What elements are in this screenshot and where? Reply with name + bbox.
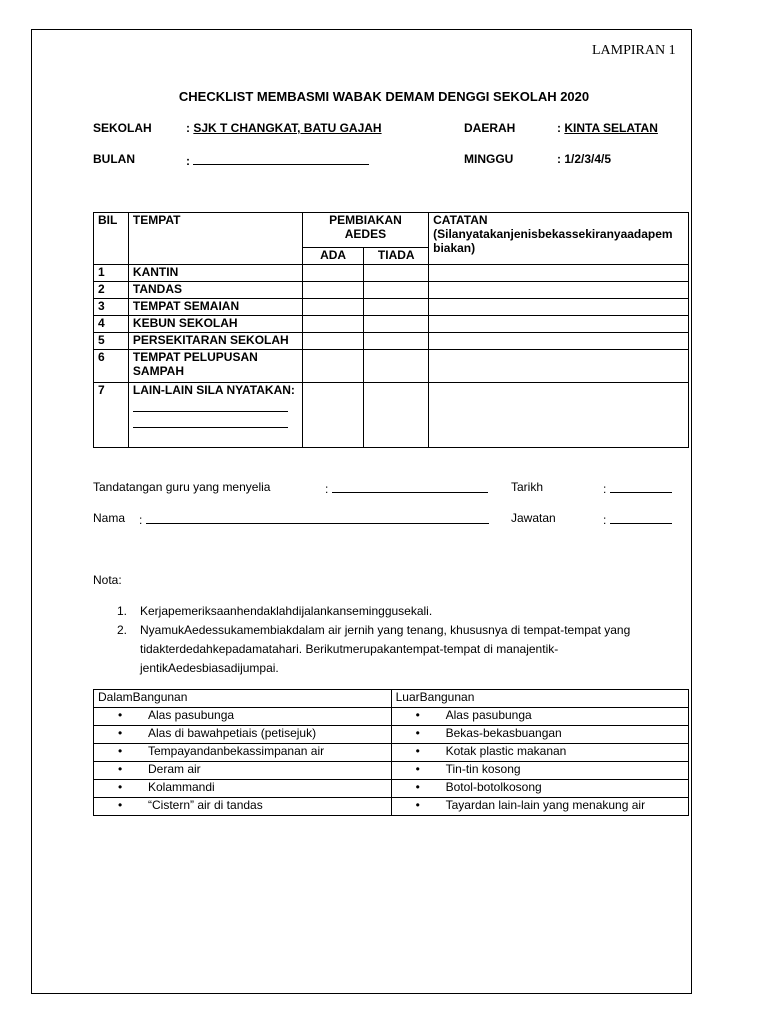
luar-item-text: Alas pasubunga [445, 708, 532, 722]
row-tiada-cell[interactable] [364, 265, 429, 282]
table-row [94, 316, 689, 333]
tandatangan-separator: : [325, 482, 329, 496]
row-tiada-cell[interactable] [364, 299, 429, 316]
sekolah-value: SJK T CHANGKAT, BATU GAJAH [193, 121, 382, 135]
nama-label: Nama [93, 511, 126, 525]
luar-item [391, 726, 688, 744]
row-tiada-cell[interactable] [364, 350, 429, 383]
tandatangan-label: Tandatangan guru yang menyelia [93, 480, 271, 494]
daerah-label: DAERAH [464, 121, 516, 135]
tandatangan-blank-line[interactable] [332, 480, 488, 493]
dalam-bangunan-header: DalamBangunan [94, 690, 392, 708]
row-bil: 2 [94, 282, 129, 299]
bulan-field [186, 152, 369, 168]
row-ada-cell[interactable] [302, 383, 364, 448]
row-bil: 7 [94, 383, 129, 448]
dalam-item [94, 762, 392, 780]
row-tempat-line2: SAMPAH [132, 364, 185, 378]
row-tiada-cell[interactable] [364, 316, 429, 333]
table-row [94, 798, 689, 816]
jawatan-field [603, 511, 672, 527]
col-ada-header: ADA [302, 248, 364, 265]
dalam-item [94, 744, 392, 762]
jawatan-label: Jawatan [511, 511, 556, 525]
luar-item [391, 798, 688, 816]
locations-header-row [94, 690, 689, 708]
tarikh-field [603, 480, 672, 496]
row-tempat-line1: TEMPAT PELUPUSAN [132, 350, 258, 364]
row-tiada-cell[interactable] [364, 333, 429, 350]
col-tempat-header: TEMPAT [128, 213, 302, 265]
row-catatan-cell[interactable] [429, 383, 689, 448]
bullet-icon: • [415, 708, 420, 722]
row-tempat [128, 350, 302, 383]
table-row [94, 726, 689, 744]
nota-item-2-line1: NyamukAedessukamembiakdalam air jernih yang tenang, khususnya di tempat-tempat yang [140, 623, 631, 637]
pembiakan-line1: PEMBIAKAN [329, 213, 402, 227]
table-row [94, 383, 689, 448]
luar-item [391, 708, 688, 726]
lampiran-label: LAMPIRAN 1 [592, 43, 676, 58]
row-tempat: KEBUN SEKOLAH [128, 316, 302, 333]
table-row [94, 780, 689, 798]
row-ada-cell[interactable] [302, 333, 364, 350]
sekolah-field [186, 121, 382, 135]
daerah-separator: : [557, 121, 561, 135]
row-catatan-cell[interactable] [429, 316, 689, 333]
luar-item-text: Botol-botolkosong [445, 780, 542, 794]
table-row [94, 350, 689, 383]
bullet-icon: • [415, 744, 420, 758]
lain-lain-blank-line-1[interactable] [133, 397, 288, 412]
row-tiada-cell[interactable] [364, 383, 429, 448]
row-tempat: TEMPAT SEMAIAN [128, 299, 302, 316]
dalam-item-text: Deram air [148, 762, 201, 776]
tarikh-blank-line[interactable] [610, 480, 672, 493]
bulan-separator: : [186, 154, 190, 168]
luar-item-text: Bekas-bekasbuangan [445, 726, 562, 740]
row-tempat: PERSEKITARAN SEKOLAH [128, 333, 302, 350]
bullet-icon: • [118, 726, 123, 740]
row-catatan-cell[interactable] [429, 282, 689, 299]
bullet-icon: • [118, 744, 123, 758]
row-tiada-cell[interactable] [364, 282, 429, 299]
minggu-label: MINGGU [464, 152, 514, 166]
col-tiada-header: TIADA [364, 248, 429, 265]
locations-table [93, 689, 689, 816]
row-ada-cell[interactable] [302, 265, 364, 282]
col-catatan-header [429, 213, 689, 265]
daerah-field [557, 121, 658, 135]
nota-heading: Nota: [93, 573, 122, 587]
luar-item [391, 744, 688, 762]
bullet-icon: • [118, 780, 123, 794]
bulan-blank-line [193, 152, 369, 165]
row-catatan-cell[interactable] [429, 265, 689, 282]
nota-item-2-number: 2. [117, 623, 128, 637]
table-row [94, 299, 689, 316]
row-tempat: TANDAS [128, 282, 302, 299]
dalam-item-text: Kolammandi [148, 780, 215, 794]
row-tempat-line1: LAIN-LAIN SILA NYATAKAN: [132, 383, 295, 397]
daerah-value: KINTA SELATAN [564, 121, 658, 135]
row-ada-cell[interactable] [302, 282, 364, 299]
row-ada-cell[interactable] [302, 316, 364, 333]
dalam-item-text: Tempayandanbekassimpanan air [148, 744, 325, 758]
nama-separator: : [139, 513, 143, 527]
sekolah-separator: : [186, 121, 190, 135]
dalam-item [94, 708, 392, 726]
row-bil: 1 [94, 265, 129, 282]
bullet-icon: • [118, 762, 123, 776]
jawatan-blank-line[interactable] [610, 511, 672, 524]
table-row [94, 762, 689, 780]
row-bil: 3 [94, 299, 129, 316]
bullet-icon: • [118, 798, 123, 812]
table-row [94, 282, 689, 299]
dalam-item [94, 726, 392, 744]
luar-bangunan-header: LuarBangunan [391, 690, 688, 708]
nota-item-2-line2: tidakterdedahkepadamatahari. Berikutmerupakantempat-tempat di manajentik- [140, 642, 559, 656]
table-row [94, 265, 689, 282]
bullet-icon: • [118, 708, 123, 722]
col-bil-header: BIL [94, 213, 129, 265]
row-catatan-cell[interactable] [429, 350, 689, 383]
tarikh-separator: : [603, 482, 607, 496]
luar-item-text: Kotak plastic makanan [445, 744, 567, 758]
row-bil: 5 [94, 333, 129, 350]
dalam-item [94, 780, 392, 798]
nota-item-1-text: Kerjapemeriksaanhendaklahdijalankanseminggusekali. [140, 604, 433, 618]
row-tempat [128, 383, 302, 448]
table-row [94, 744, 689, 762]
tandatangan-field [325, 480, 488, 496]
lain-lain-blank-line-2[interactable] [133, 412, 288, 428]
catatan-line3: biakan) [433, 241, 476, 255]
document-title: CHECKLIST MEMBASMI WABAK DEMAM DENGGI SEKOLAH 2020 [178, 89, 590, 104]
row-tempat: KANTIN [128, 265, 302, 282]
luar-item [391, 762, 688, 780]
luar-item-text: Tin-tin kosong [445, 762, 521, 776]
nota-item-1-number: 1. [117, 604, 128, 618]
nota-item-2-line3: jentikAedesbiasadijumpai. [140, 661, 279, 675]
nama-blank-line[interactable] [146, 511, 489, 524]
bullet-icon: • [415, 780, 420, 794]
pembiakan-line2: AEDES [344, 227, 387, 241]
col-pembiakan-header [302, 213, 428, 248]
dalam-item-text: Alas pasubunga [148, 708, 235, 722]
tarikh-label: Tarikh [511, 480, 544, 494]
minggu-value: : 1/2/3/4/5 [557, 152, 612, 166]
table-header-row [94, 213, 689, 248]
luar-item [391, 780, 688, 798]
bullet-icon: • [415, 726, 420, 740]
jawatan-separator: : [603, 513, 607, 527]
row-bil: 6 [94, 350, 129, 383]
nama-field [139, 511, 489, 527]
row-ada-cell[interactable] [302, 350, 364, 383]
sekolah-label: SEKOLAH [93, 121, 152, 135]
dalam-item-text: “Cistern” air di tandas [148, 798, 263, 812]
catatan-line2: (Silanyatakanjenisbekassekiranyaadapem [433, 227, 673, 241]
bulan-label: BULAN [93, 152, 135, 166]
row-bil: 4 [94, 316, 129, 333]
bullet-icon: • [415, 798, 420, 812]
row-ada-cell[interactable] [302, 299, 364, 316]
catatan-line1: CATATAN [433, 213, 488, 227]
dalam-item [94, 798, 392, 816]
row-catatan-cell[interactable] [429, 333, 689, 350]
row-catatan-cell[interactable] [429, 299, 689, 316]
luar-item-text: Tayardan lain-lain yang menakung air [445, 798, 646, 812]
table-row [94, 708, 689, 726]
dalam-item-text: Alas di bawahpetiais (petisejuk) [148, 726, 317, 740]
bullet-icon: • [415, 762, 420, 776]
checklist-table [93, 212, 689, 448]
table-row [94, 333, 689, 350]
